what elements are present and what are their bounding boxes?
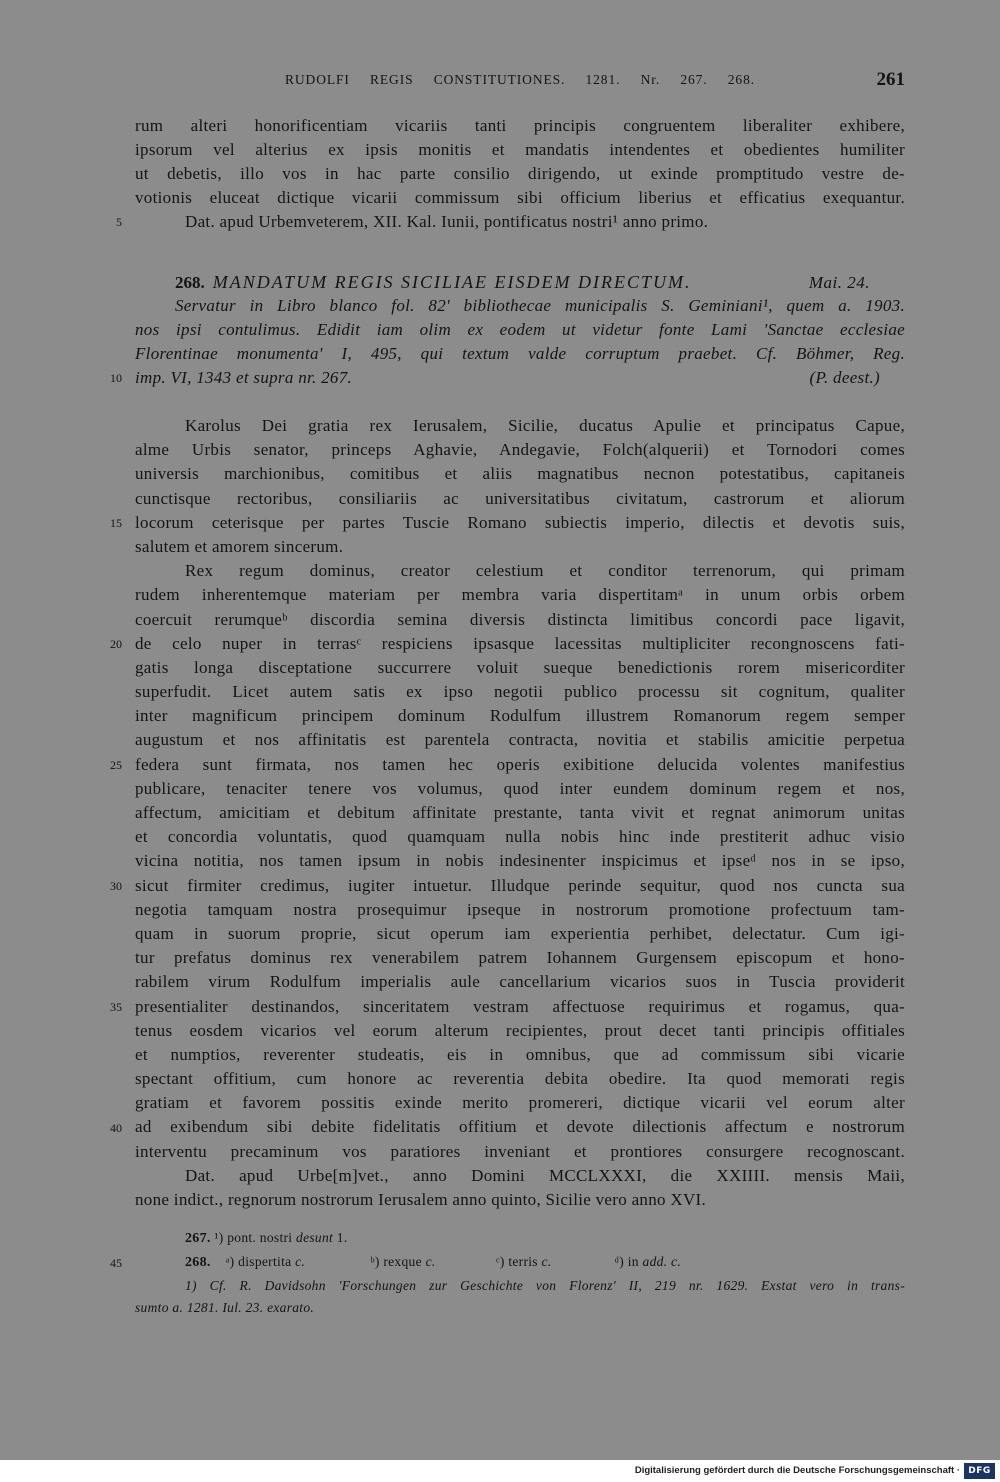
text-line: rum alteri honorificentiam vicariis tanti principis congruentem liberaliter exhibere, (135, 116, 905, 135)
charter-line: publicare, tenaciter tenere vos volumus, quod inter eundem dominum regem et nos, (135, 778, 905, 798)
margin-line-number: 45 (110, 1256, 122, 1270)
document-number: 268. (175, 273, 205, 292)
charter-line: superfudit. Licet autem satis ex ipso negotii publico processu sit cognitum, qualiter (135, 682, 905, 702)
charter-line: de celo nuper in terrasᶜ respiciens ipsasque lacessitas multipliciter recongnoscens fati- (135, 633, 905, 653)
charter-line: vicina notitia, nos tamen ipsum in nobis indesinenter inspicimus et ipseᵈ nos in se ipso, (135, 851, 905, 871)
charter-line: et numptios, reverenter studeatis, eis in omnibus, que ad commissum sibi vicarie (135, 1044, 905, 1064)
apparatus-268 (135, 1250, 905, 1274)
charter-line: sicut firmiter credimus, iugiter intuetur. Illudque perinde sequitur, quod nos cuncta sua (135, 875, 905, 895)
charter-line: affectum, amicitiam et debitum affinitate prestante, tanta vivit et regnat animorum unitas (135, 803, 905, 822)
margin-line-number: 15 (110, 516, 122, 530)
charter-line: rabilem virum Rodulfum imperialis aule cancellarium vicarios suos in Tuscia providerit (135, 972, 905, 992)
doc267-closing (135, 114, 905, 234)
charter-line: et concordia voluntatis, quod quamquam nulla nobis hinc inde prestiterit adhuc visio (135, 827, 905, 847)
charter-line: inter magnificum principem dominum Rodulfum illustrem Romanorum regem semper (135, 706, 905, 726)
margin-line-number: 10 (110, 371, 122, 385)
apparatus-mark: ᶜ) (496, 1254, 505, 1269)
apparatus-267 (135, 1226, 905, 1250)
charter-line: spectant offitium, cum honore ac reverentia debita obedire. Ita quod memorati regis (135, 1069, 905, 1089)
source-note-line (135, 366, 905, 390)
funding-credit: Digitalisierung gefördert durch die Deutsche Forschungsgemeinschaft · (634, 1465, 960, 1476)
source-note-line: nos ipsi contulimus. Edidit iam olim ex eodem ut videtur fonte Lami 'Sanctae ecclesiae (135, 320, 905, 339)
charter-line: negotia tamquam nostra prosequimur ipseque in nostrorum promotione profectuum tam- (135, 899, 905, 919)
apparatus-mark: ᵃ) (225, 1254, 235, 1269)
charter-line: Rex regum dominus, creator celestium et conditor terrenorum, qui primam (185, 561, 905, 581)
apparatus-witness: c. (425, 1254, 436, 1269)
charter-text (135, 414, 905, 1212)
source-note-text: imp. VI, 1343 et supra nr. 267. (135, 368, 353, 387)
source-note (135, 294, 905, 390)
apparatus-reading: terris (508, 1254, 538, 1269)
charter-line: gatis longa disceptatione succurrere voluit sueque benedictionis rorem misericorditer (135, 657, 905, 677)
charter-line: rudem inherentemque materiam per membra varia dispertitamᵃ in unum orbis orbem (135, 585, 905, 605)
apparatus-witness: c. (541, 1254, 552, 1269)
margin-line-number: 5 (116, 215, 122, 229)
dating-clause: Dat. apud Urbemveterem, XII. Kal. Iunii, pontificatus nostri¹ anno primo. (185, 212, 709, 231)
charter-line: gratiam et favorem possitis exinde merito promereri, dictique vicarii vel eorum alter (135, 1093, 905, 1113)
charter-line: cunctisque rectoribus, consiliariis ac universitatibus civitatum, castrorum et aliorum (135, 488, 905, 508)
text-line: ut debetis, illo vos in hac parte consilio dirigendo, ut exinde promptitudo vestre de- (135, 164, 905, 183)
charter-line: quam in suorum proprie, sicut operum iam experientia perhibet, delectatur. Cum igi- (135, 923, 905, 943)
charter-line: coercuit rerumqueᵇ discordia semina diversis distincta limitibus concordi pace ligavit, (135, 609, 905, 629)
charter-line: alme Urbis senator, princeps Aghavie, Andegavie, Folch(alquerii) et Tornodori comes (135, 440, 905, 460)
apparatus-witness: 1. (336, 1230, 348, 1245)
apparatus-witness: c. (295, 1254, 306, 1269)
apparatus-number: 267. (185, 1231, 211, 1246)
margin-line-number: 20 (110, 637, 122, 651)
source-note-line: Florentinae monumenta' I, 495, qui textum valde corruptum praebet. Cf. Böhmer, Reg. (135, 344, 905, 363)
charter-line: augustum et nos affinitatis est parentela contracta, novitia et stabilis amicitie perpetua (135, 730, 905, 750)
apparatus-lemma: pont. nostri (227, 1230, 293, 1245)
apparatus-reading: dispertita (238, 1254, 292, 1269)
apparatus-mark: ᵈ) (614, 1254, 625, 1269)
charter-line: Karolus Dei gratia rex Ierusalem, Sicilie, ducatus Apulie et principatus Capue, (185, 416, 905, 435)
charter-line: tenus eosdem vicarios vel eorum alterum recipientes, prout decet tanti principis offitiales (135, 1020, 905, 1040)
margin-line-number: 25 (110, 758, 122, 772)
margin-line-number: 40 (110, 1121, 122, 1135)
footnote-line: sumto a. 1281. Iul. 23. exarato. (135, 1300, 315, 1315)
apparatus-entry (370, 1250, 492, 1274)
text-line: votionis eluceat dictique vicarii commissum sibi officium liberius et efficatius exequantur. (135, 188, 905, 207)
sigla-note: (P. deest.) (809, 368, 880, 387)
margin-line-number: 35 (110, 1000, 122, 1014)
apparatus-note: desunt (296, 1230, 334, 1245)
dating-clause: none indict., regnorum nostrorum Ierusalem anno quinto, Sicilie vero anno XVI. (135, 1190, 707, 1209)
apparatus-mark: ᵇ) (370, 1254, 380, 1269)
charter-line: ad exibendum sibi debite fidelitatis offitium et devote dilectionis affectum e nostrorum (135, 1117, 905, 1137)
apparatus-entry (496, 1250, 611, 1274)
apparatus-entry (615, 1250, 681, 1274)
apparatus-entry (226, 1250, 367, 1274)
charter-line: federa sunt firmata, nos tamen hec operis exibitione delucida volentes manifestius (135, 754, 905, 774)
charter-line: presentialiter destinandos, sinceritatem vestram affectuose requirimus et rogamus, qua- (135, 996, 905, 1016)
document-date: Mai. 24. (808, 273, 870, 292)
charter-line: salutem et amorem sincerum. (135, 536, 344, 556)
margin-line-number: 30 (110, 879, 122, 893)
document-heading (175, 270, 870, 294)
apparatus-witness: add. c. (642, 1254, 681, 1269)
document-title: MANDATUM REGIS SICILIAE EISDEM DIRECTUM. (212, 272, 692, 292)
charter-line: interventu precaminum vos paratiores inveniant et prontiores consurgere recognoscant. (135, 1141, 905, 1161)
dfg-logo: DFG (964, 1463, 995, 1479)
apparatus-number: 268. (185, 1255, 211, 1270)
charter-line: universis marchionibus, comitibus et aliis magnatibus necnon potestatibus, capitaneis (135, 464, 905, 484)
apparatus-reading: in (627, 1254, 639, 1269)
page-number: 261 (876, 69, 905, 90)
charter-line: tur prefatus dominus rex venerabilem patrem Iohannem Gurgensem episcopum et hono- (135, 948, 905, 968)
charter-line: locorum ceterisque per partes Tuscie Romano subiectis imperio, dilectis et devotis suis, (135, 512, 905, 532)
dating-clause: Dat. apud Urbe[m]vet., anno Domini MCCLXXXI, die XXIIII. mensis Maii, (185, 1165, 905, 1185)
running-head: RUDOLFI REGIS CONSTITUTIONES. 1281. Nr. 267. 268. (285, 72, 755, 87)
source-note-line: Servatur in Libro blanco fol. 82' bibliothecae municipalis S. Geminiani¹, quem a. 1903. (175, 296, 905, 315)
apparatus-reading: rexque (383, 1254, 422, 1269)
footnote-line: 1) Cf. R. Davidsohn 'Forschungen zur Geschichte von Florenz' II, 219 nr. 1629. Exstat vero in trans- (185, 1278, 905, 1293)
text-line: ipsorum vel alterius ex ipsis monitis et mandatis intendentes et obedientes humiliter (135, 140, 905, 159)
digitization-footer (0, 1460, 1000, 1482)
apparatus-mark: ¹) (214, 1230, 224, 1245)
